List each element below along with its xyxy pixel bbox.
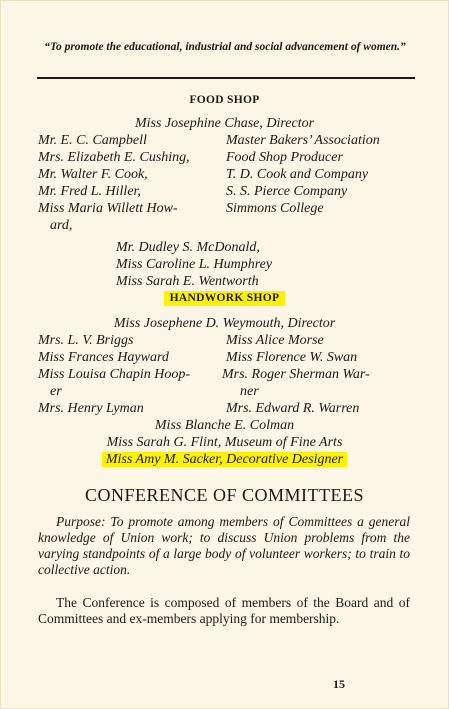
handwork-shop-heading (0, 292, 449, 304)
food-row-right: T. D. Cook and Company (226, 167, 369, 182)
handwork-row-left: Mrs. L. V. Briggs (38, 333, 134, 348)
handwork-row-right: ner (240, 384, 259, 399)
header-rule (37, 77, 415, 79)
handwork-row-right: Miss Florence W. Swan (226, 350, 358, 365)
food-row-right: Master Bakers’ Association (226, 133, 380, 148)
food-row-left: Miss Maria Willett How- (38, 201, 178, 216)
handwork-shop-director: Miss Josephene D. Weymouth, Director (113, 316, 336, 331)
handwork-row-left: Mrs. Henry Lyman (38, 401, 144, 416)
handwork-member: Miss Sarah G. Flint, Museum of Fine Arts (106, 435, 343, 450)
handwork-member-highlighted: Miss Amy M. Sacker, Decorative Designer (0, 451, 449, 468)
food-member: Miss Sarah E. Wentworth (116, 274, 259, 289)
food-row-right: S. S. Pierce Company (226, 184, 348, 199)
food-row-left: ard, (50, 218, 73, 233)
motto: “To promote the educational, industrial and social advancement of women.” (44, 41, 406, 53)
handwork-row-left: er (50, 384, 62, 399)
food-member: Mr. Dudley S. McDonald, (116, 240, 260, 255)
food-row-left: Mrs. Elizabeth E. Cushing, (38, 150, 190, 165)
handwork-row-left: Miss Louisa Chapin Hoop- (38, 367, 191, 382)
page-number: 15 (333, 677, 345, 691)
food-row-left: Mr. E. C. Campbell (38, 133, 147, 148)
handwork-shop-heading-text: HANDWORK SHOP (164, 291, 286, 306)
food-row-right: Simmons College (226, 201, 324, 216)
handwork-row-right: Mrs. Edward R. Warren (226, 401, 360, 416)
handwork-row-right: Mrs. Roger Sherman War- (222, 367, 370, 382)
handwork-row-left: Miss Frances Hayward (38, 350, 169, 365)
food-member: Miss Caroline L. Humphrey (116, 257, 273, 272)
composition-paragraph: The Conference is composed of members of the Board and of Committees and ex-members applying for membership. (38, 595, 410, 626)
food-shop-heading: FOOD SHOP (189, 94, 260, 106)
conference-title: CONFERENCE OF COMMITTEES (84, 485, 365, 505)
purpose-text: To promote among members of Committees a general knowledge of Union work; to discuss Union problems from the varying standpoints of a large body of volunteer workers; to train to collective action. (38, 514, 411, 577)
food-row-left: Mr. Walter F. Cook, (38, 167, 148, 182)
food-shop-director: Miss Josephine Chase, Director (134, 116, 315, 131)
purpose-label: Purpose: (56, 514, 106, 529)
purpose-paragraph (38, 514, 410, 578)
food-row-left: Mr. Fred L. Hiller, (38, 184, 141, 199)
food-row-right: Food Shop Producer (226, 150, 343, 165)
handwork-member: Miss Blanche E. Colman (154, 418, 295, 433)
handwork-row-right: Miss Alice Morse (226, 333, 324, 348)
